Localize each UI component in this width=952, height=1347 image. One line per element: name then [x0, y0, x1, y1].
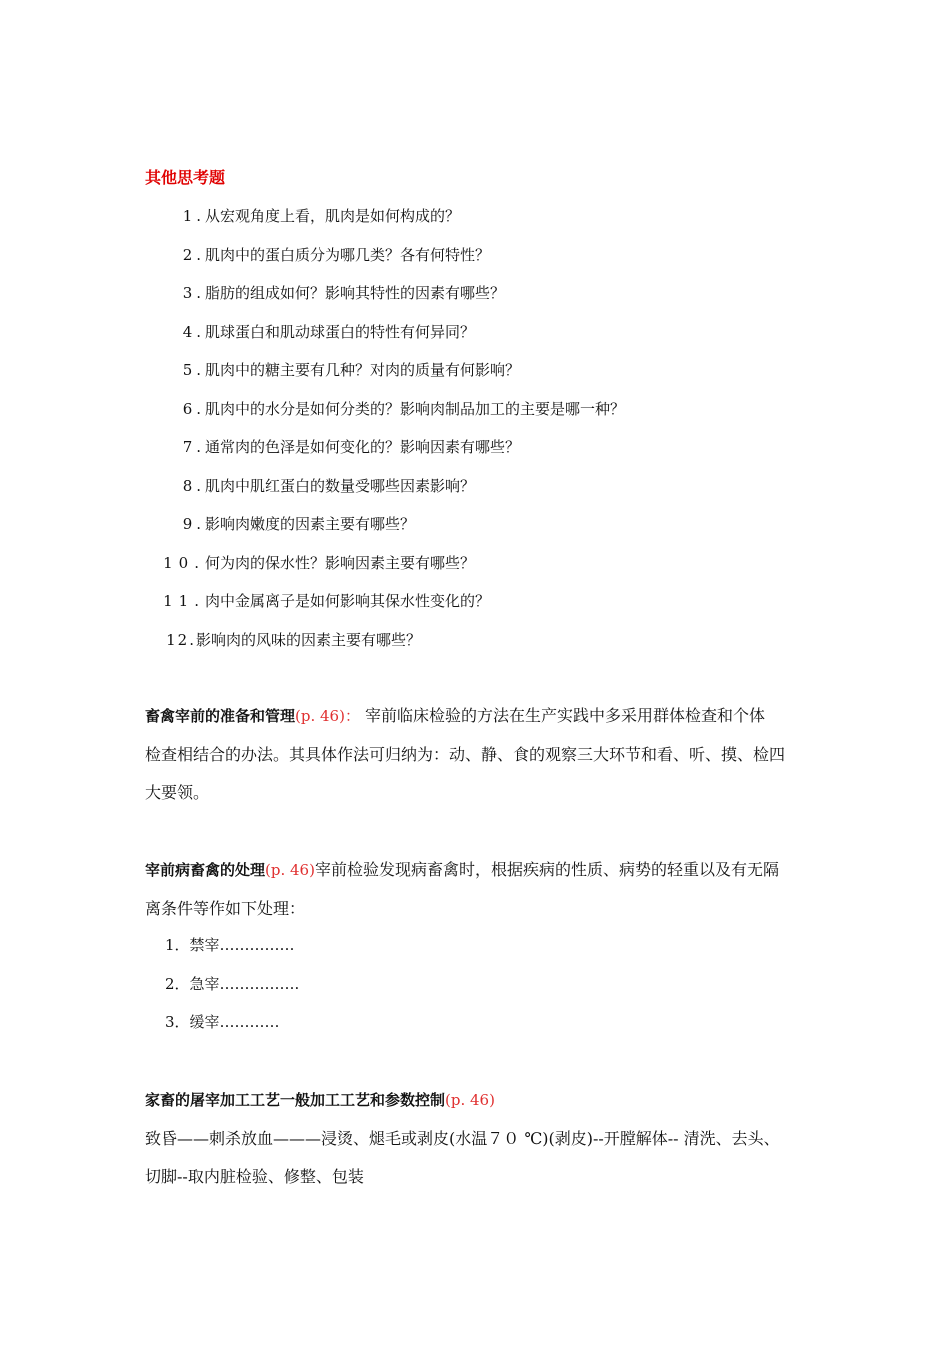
section-heading-other-questions: 其他思考题	[145, 168, 226, 187]
list-item: 2.肌肉中的蛋白质分为哪几类？各有何特性？	[182, 245, 491, 264]
list-item: 11.肉中金属离子是如何影响其保水性变化的？	[163, 592, 491, 610]
list-item: 4.肌球蛋白和肌动球蛋白的特性有何异同？	[182, 322, 476, 341]
list-item: 1．禁宰……………	[165, 936, 295, 954]
list-item: 7.通常肉的色泽是如何变化的？影响因素有哪些？	[182, 438, 521, 456]
section-slaughter-process: 家畜的屠宰加工工艺一般加工工艺和参数控制(p. 46) 致昏——刺杀放血———浸烫、煺毛或剥皮(水温７０ ℃)(剥皮)--开膛解体-- 清洗、去头、 切脚--取内脏检验、修整、包装	[145, 1091, 780, 1186]
list-item: 12.影响肉的风味的因素主要有哪些？	[166, 630, 422, 649]
list-item: 9.影响肉嫩度的因素主要有哪些？	[182, 515, 416, 533]
list-item: 8.肌肉中肌红蛋白的数量受哪些因素影响？	[182, 476, 476, 495]
list-item: 2．急宰…………….	[165, 975, 300, 993]
section-title: 畜禽宰前的准备和管理	[145, 707, 296, 725]
section-title: 家畜的屠宰加工工艺一般加工工艺和参数控制	[145, 1091, 446, 1109]
section-pre-slaughter-management: 畜禽宰前的准备和管理(p. 46)： 宰前临床检验的方法在生产实践中多采用群体检查和个体 检查相结合的办法。其具体作法可归纳为：动、静、食的观察三大环节和看、听、摸、检四 大要领。	[145, 706, 786, 802]
section-title: 宰前病畜禽的处理	[145, 861, 266, 879]
page-reference: (p. 46)	[445, 1091, 495, 1109]
page-reference: (p. 46)：	[295, 707, 360, 725]
list-item: 10.何为肉的保水性？影响因素主要有哪些？	[163, 553, 476, 572]
list-item: 1.从宏观角度上看，肌肉是如何构成的？	[182, 207, 461, 225]
page-reference: (p. 46)	[265, 861, 315, 879]
list-item: 3．缓宰…………	[165, 1013, 280, 1031]
section-sick-animal-handling: 宰前病畜禽的处理(p. 46)宰前检验发现病畜禽时，根据疾病的性质、病势的轻重以及有无隔 离条件等作如下处理：	[145, 860, 779, 918]
list-item: 3.脂肪的组成如何？影响其特性的因素有哪些？	[182, 284, 506, 302]
list-item: 6.肌肉中的水分是如何分类的？影响肉制品加工的主要是哪一种？	[182, 399, 626, 418]
list-item: 5.肌肉中的糖主要有几种？对肉的质量有何影响？	[182, 361, 521, 379]
